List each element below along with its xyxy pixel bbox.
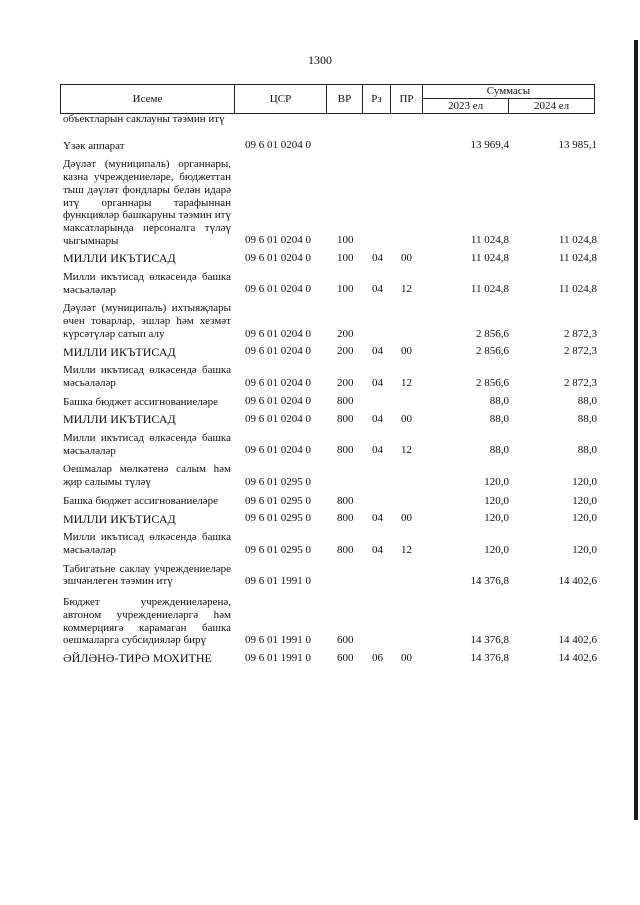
row-csr: 09 6 01 0204 0 [245,395,311,408]
table-row [63,432,598,457]
row-pr: 00 [401,651,412,664]
row-pr: 00 [401,413,412,426]
row-sum-2023: 11 024,8 [470,252,509,265]
scan-edge [633,0,640,905]
row-sum-2023: 120,0 [484,475,509,488]
row-sum-2024: 88,0 [577,413,597,426]
row-name: МИЛЛИ ИКЪТИСАД [63,511,176,526]
row-sum-2023: 120,0 [484,543,509,556]
table-row [63,531,598,556]
row-pr: 00 [401,252,412,265]
row-pr: 12 [401,444,412,457]
row-name: Дәүләт (муниципаль) ихтыяҗлары өчен товарлар, эшләр һәм хезмәт күрсәтүләр сатып алу [63,302,231,340]
row-rz: 04 [372,413,383,426]
row-name: Башка бюджет ассигнованиеләре [63,395,218,408]
row-rz: 04 [372,512,383,525]
header-sums-label: Суммасы [423,85,594,99]
row-csr: 09 6 01 0204 0 [245,139,311,152]
row-vr: 200 [337,345,354,358]
row-rz: 04 [372,252,383,265]
row-sum-2024: 11 024,8 [558,283,597,296]
header-name: Исеме [61,85,235,113]
row-name: Үзәк аппарат [63,139,125,152]
row-vr: 100 [337,283,354,296]
row-sum-2024: 120,0 [572,475,597,488]
page-number: 1300 [308,53,332,67]
row-name: Милли икътисад өлкәсендә башка мәсьәләләр [63,271,231,296]
header-vr: ВР [327,85,363,113]
row-sum-2023: 120,0 [484,494,509,507]
row-vr: 200 [337,376,354,389]
row-sum-2024: 11 024,8 [558,234,597,247]
table-row [63,364,598,389]
row-csr: 09 6 01 0204 0 [245,413,311,426]
row-vr: 600 [337,651,354,664]
row-name: МИЛЛИ ИКЪТИСАД [63,344,176,359]
row-csr: 09 6 01 0295 0 [245,512,311,525]
row-sum-2023: 88,0 [489,444,509,457]
row-rz: 06 [372,651,383,664]
row-vr: 800 [337,395,354,408]
header-rz: Рз [363,85,391,113]
row-vr: 100 [337,234,354,247]
row-sum-2023: 14 376,8 [470,575,509,588]
row-name: объектларын саклауны тәэмин итү [63,113,225,125]
row-sum-2023: 14 376,8 [470,633,509,646]
table-row [63,346,598,359]
row-sum-2023: 14 376,8 [470,651,509,664]
row-csr: 09 6 01 0204 0 [245,444,311,457]
row-name: Бюджет учреждениеләренә, автоном учреждениеләргә һәм коммерциягә карамаган башка оешмаларга субсидияләр бирү [63,596,231,647]
table-row [63,271,598,296]
row-csr: 09 6 01 0295 0 [245,494,311,507]
row-vr: 100 [337,252,354,265]
row-rz: 04 [372,283,383,296]
header-csr: ЦСР [235,85,327,113]
table-row [63,252,598,265]
row-sum-2024: 13 985,1 [558,139,597,152]
row-name: Милли икътисад өлкәсендә башка мәсьәләләр [63,364,231,389]
row-csr: 09 6 01 0295 0 [245,475,311,488]
row-csr: 09 6 01 0295 0 [245,543,311,556]
row-sum-2024: 14 402,6 [558,633,597,646]
table-row [63,413,598,426]
row-csr: 09 6 01 1991 0 [245,651,311,664]
row-sum-2024: 88,0 [577,395,597,408]
row-csr: 09 6 01 1991 0 [245,575,311,588]
row-name: МИЛЛИ ИКЪТИСАД [63,412,176,427]
header-pr: ПР [391,85,423,113]
table-row [63,396,598,409]
row-pr: 12 [401,543,412,556]
row-sum-2024: 14 402,6 [558,575,597,588]
row-sum-2024: 2 872,3 [564,376,597,389]
table-body [63,113,598,665]
row-sum-2023: 11 024,8 [470,234,509,247]
row-name: Дәүләт (муниципаль) органнары, казна учреждениеләре, бюджеттан тыш дәүләт фондлары белән идарә итү органнары тарафыннан функцияләр башкаруны тәэмин итү максатларында персоналга түләү чыгымнары [63,158,231,247]
table-row [63,495,598,508]
row-sum-2024: 11 024,8 [558,252,597,265]
row-sum-2023: 2 856,6 [476,376,509,389]
row-sum-2023: 88,0 [489,413,509,426]
row-pr: 12 [401,376,412,389]
row-name: Милли икътисад өлкәсендә башка мәсьәләләр [63,432,231,457]
row-csr: 09 6 01 0204 0 [245,234,311,247]
row-sum-2023: 2 856,6 [476,327,509,340]
row-name: ӘЙЛӘНӘ-ТИРӘ МОХИТНЕ [63,650,212,665]
table-row [63,652,598,665]
row-name: МИЛЛИ ИКЪТИСАД [63,251,176,266]
table-row [63,140,598,153]
row-rz: 04 [372,376,383,389]
header-sums [423,85,594,113]
row-vr: 600 [337,633,354,646]
row-csr: 09 6 01 0204 0 [245,327,311,340]
row-vr: 800 [337,512,354,525]
row-pr: 12 [401,283,412,296]
row-sum-2024: 120,0 [572,494,597,507]
scan-edge-bar [634,40,638,820]
table-row [63,113,598,126]
table-row [63,563,598,588]
header-year-2024: 2024 ел [533,100,570,112]
row-rz: 04 [372,345,383,358]
row-sum-2023: 13 969,4 [470,139,509,152]
row-name: Табигатьне саклау учреждениеләре эшчәнлеген тәэмин итү [63,562,231,588]
row-rz: 04 [372,543,383,556]
row-vr: 800 [337,543,354,556]
row-name: Башка бюджет ассигнованиеләре [63,494,218,507]
row-sum-2023: 11 024,8 [470,283,509,296]
row-csr: 09 6 01 0204 0 [245,252,311,265]
row-csr: 09 6 01 0204 0 [245,376,311,389]
row-vr: 200 [337,327,354,340]
table-row [63,463,598,488]
header-year-2023: 2023 ел [423,99,509,113]
row-sum-2024: 14 402,6 [558,651,597,664]
row-name: Оешмалар мөлкәтенә салым һәм җир салымы түләү [63,463,231,489]
table-row [63,158,598,247]
row-pr: 00 [401,345,412,358]
row-sum-2024: 2 872,3 [564,345,597,358]
row-sum-2023: 88,0 [489,395,509,408]
row-sum-2023: 2 856,6 [476,345,509,358]
row-csr: 09 6 01 0204 0 [245,345,311,358]
row-vr: 800 [337,413,354,426]
row-vr: 800 [337,444,354,457]
row-pr: 00 [401,512,412,525]
table-row [63,596,598,647]
table-row [63,302,598,340]
row-sum-2024: 88,0 [577,444,597,457]
row-sum-2023: 120,0 [484,512,509,525]
row-sum-2024: 120,0 [572,543,597,556]
row-sum-2024: 120,0 [572,512,597,525]
row-sum-2024: 2 872,3 [564,327,597,340]
row-name: Милли икътисад өлкәсендә башка мәсьәләләр [63,531,231,556]
table-header [60,84,595,114]
row-vr: 800 [337,494,354,507]
row-csr: 09 6 01 1991 0 [245,633,311,646]
table-row [63,513,598,526]
row-rz: 04 [372,444,383,457]
row-csr: 09 6 01 0204 0 [245,283,311,296]
